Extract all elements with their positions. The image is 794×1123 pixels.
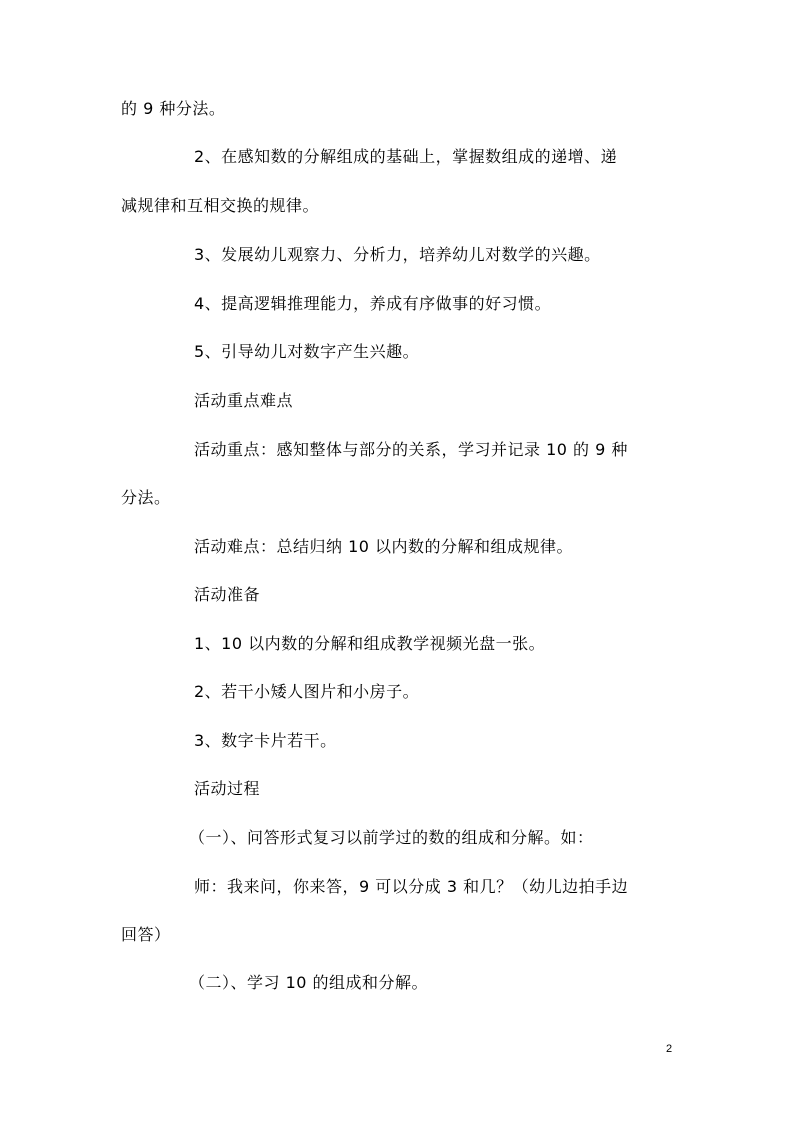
section-heading: 活动过程 (194, 779, 261, 798)
text-line: 师：我来问，你来答，9 可以分成 3 和几？（幼儿边拍手边 (194, 877, 629, 896)
text-line: 活动难点：总结归纳 10 以内数的分解和组成规律。 (194, 537, 574, 556)
text-line: （一）、问答形式复习以前学过的数的组成和分解。如： (189, 828, 594, 847)
text-line: 减规律和互相交换的规律。 (121, 196, 320, 215)
text-line: 3、发展幼儿观察力、分析力，培养幼儿对数学的兴趣。 (194, 245, 601, 264)
text-line: （二）、学习 10 的组成和分解。 (189, 973, 429, 992)
text-line: 3、数字卡片若干。 (194, 731, 337, 750)
text-line: 的 9 种分法。 (121, 99, 226, 118)
section-heading: 活动重点难点 (194, 391, 294, 410)
text-line: 1、10 以内数的分解和组成教学视频光盘一张。 (194, 634, 546, 653)
text-line: 2、在感知数的分解组成的基础上，掌握数组成的递增、递 (194, 147, 618, 166)
text-line: 4、提高逻辑推理能力，养成有序做事的好习惯。 (194, 294, 552, 313)
page-number: 2 (666, 1043, 673, 1055)
text-line: 分法。 (121, 488, 171, 507)
text-line: 回答） (121, 925, 171, 944)
section-heading: 活动准备 (194, 585, 261, 604)
text-line: 活动重点：感知整体与部分的关系，学习并记录 10 的 9 种 (194, 440, 628, 459)
text-line: 5、引导幼儿对数字产生兴趣。 (194, 342, 420, 361)
text-line: 2、若干小矮人图片和小房子。 (194, 682, 420, 701)
